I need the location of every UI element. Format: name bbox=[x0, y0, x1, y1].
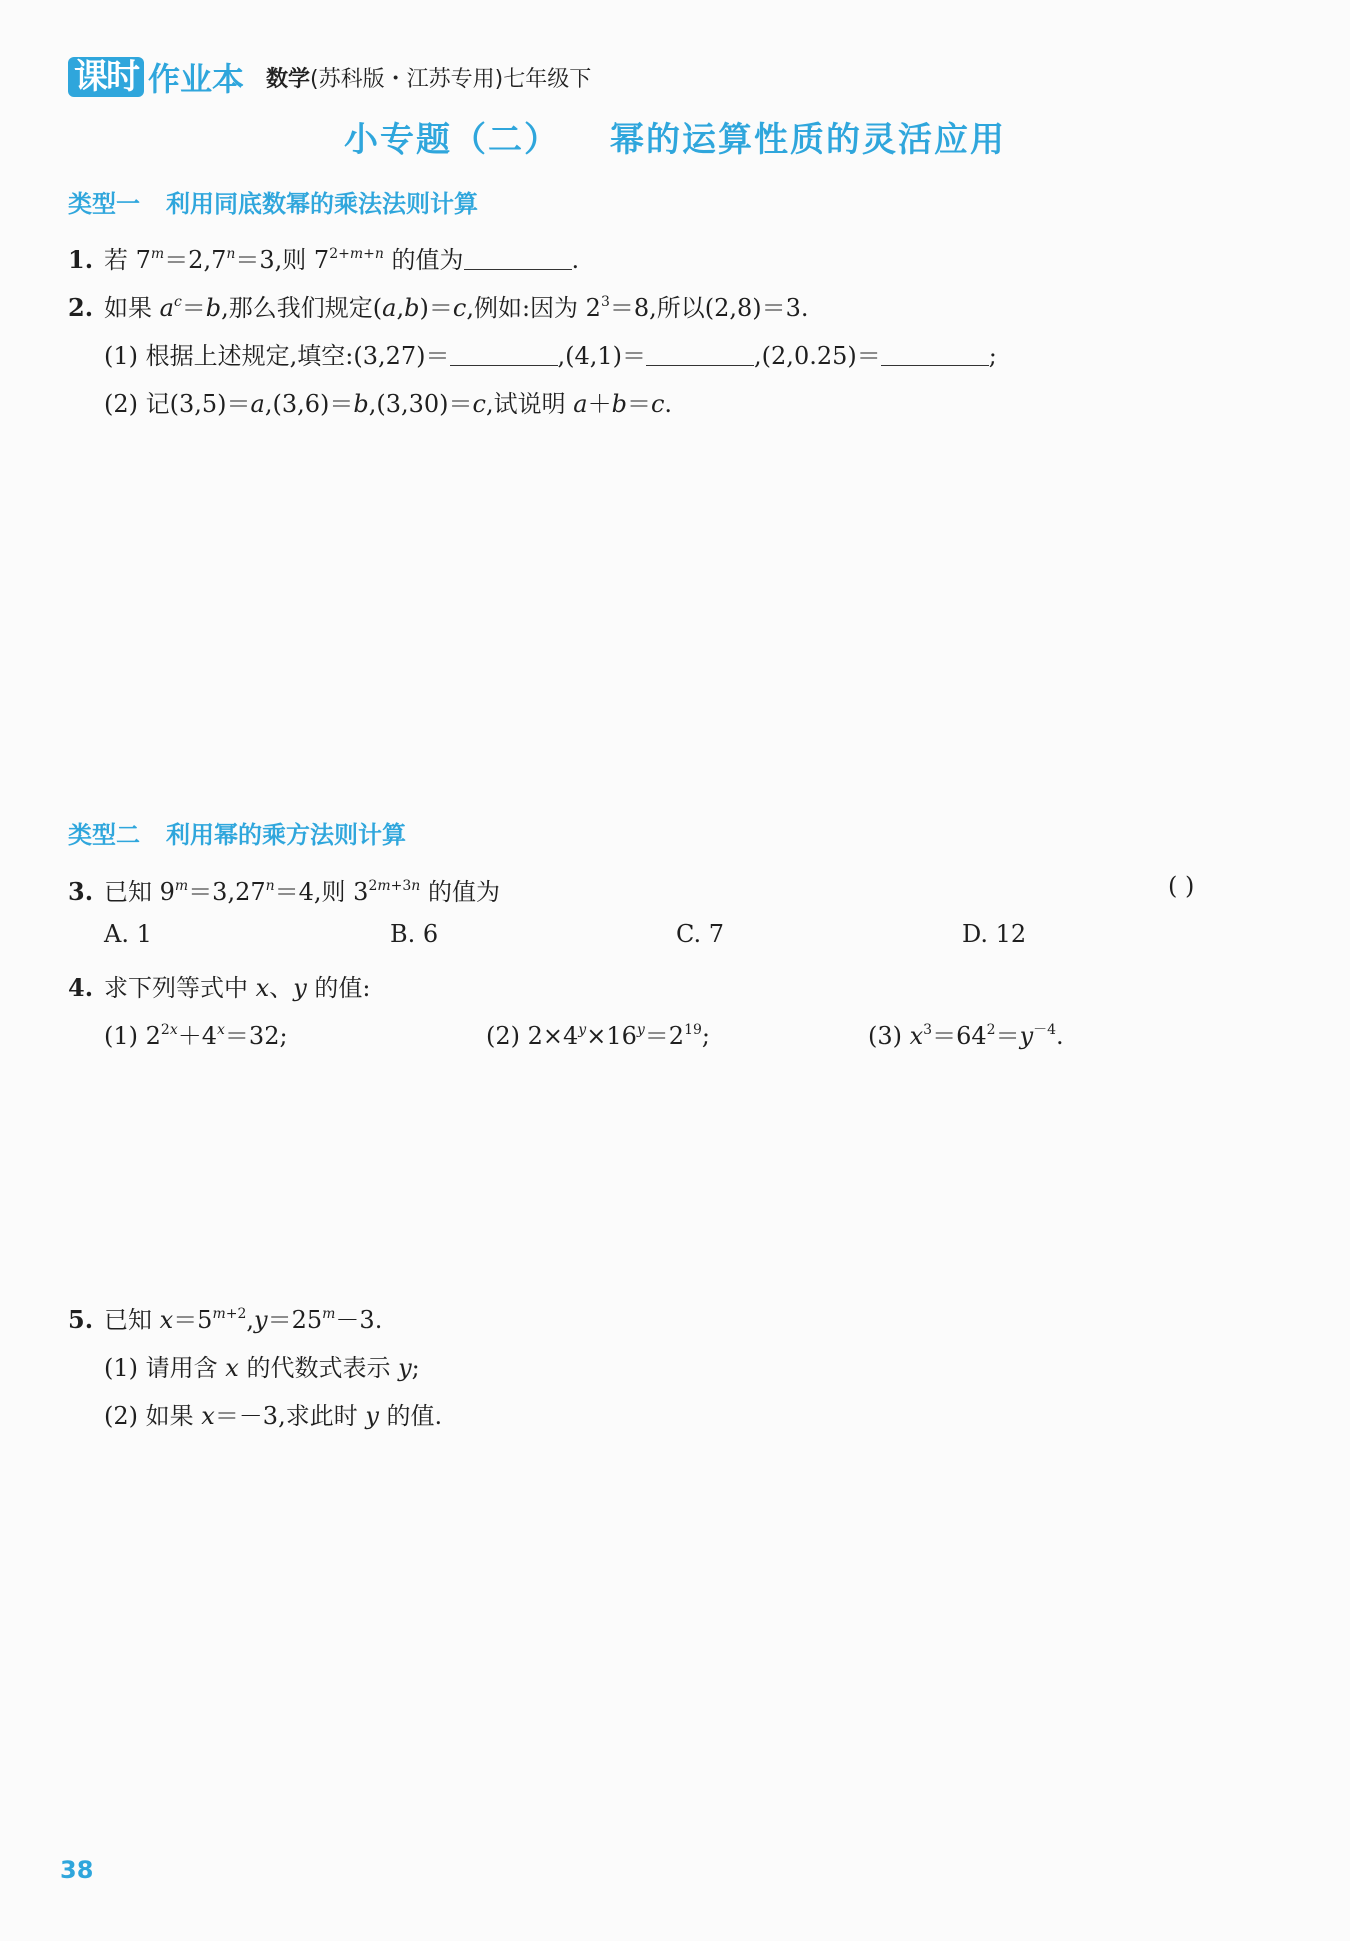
topic-part1: 小专题（二） bbox=[344, 120, 560, 160]
section-title: 利用同底数幂的乘法法则计算 bbox=[166, 190, 478, 218]
topic-part2: 幂的运算性质的灵活应用 bbox=[610, 120, 1006, 160]
edition-label: (苏科版・江苏专用)七年级下 bbox=[310, 66, 592, 92]
section-title: 利用幂的乘方法则计算 bbox=[166, 821, 406, 849]
answer-blank[interactable] bbox=[646, 343, 754, 366]
subject-label: 数学 bbox=[266, 66, 311, 92]
question-4: 4. 求下列等式中 x、y 的值: bbox=[68, 973, 371, 1002]
question-5-part-2: (2) 如果 x＝－3,求此时 y 的值. bbox=[104, 1402, 443, 1430]
option-b[interactable]: B. 6 bbox=[390, 920, 439, 948]
answer-blank[interactable] bbox=[450, 343, 558, 366]
question-number: 1. bbox=[68, 245, 94, 274]
section-type-two bbox=[68, 815, 406, 850]
question-4-part-3: (3) $x^3=64^2=y^{-4}$. bbox=[868, 1022, 1064, 1050]
question-number: 5. bbox=[68, 1305, 94, 1334]
section-type-one bbox=[68, 184, 478, 219]
page-header bbox=[68, 52, 591, 102]
book-title bbox=[266, 62, 591, 93]
question-2-part-1: (1) 根据上述规定,填空:(3,27)＝ ,(4,1)＝ ,(2,0.25)＝ ; bbox=[104, 342, 997, 370]
answer-blank[interactable] bbox=[881, 343, 989, 366]
page-number: 38 bbox=[60, 1856, 94, 1884]
question-2-part-2: (2) 记(3,5)＝a,(3,6)＝b,(3,30)＝c,试说明 a＋b＝c. bbox=[104, 390, 673, 418]
question-4-part-2: (2) $2\times 4^y\times 16^y=2^{19}$; bbox=[486, 1022, 710, 1050]
answer-blank[interactable] bbox=[464, 247, 572, 270]
answer-paren[interactable]: ( ) bbox=[1168, 872, 1195, 900]
question-5-part-1: (1) 请用含 x 的代数式表示 y; bbox=[104, 1354, 420, 1382]
question-5: 5. 已知 $x=5^{m+2},y=25^m-3$. bbox=[68, 1305, 383, 1334]
option-a[interactable]: A. 1 bbox=[104, 920, 152, 948]
logo-badge: 课时 bbox=[68, 57, 144, 97]
section-label: 类型一 bbox=[68, 190, 140, 218]
question-3: 3. 已知 $9^m=3,27^n=4$,则 $3^{2m+3n}$ 的值为 bbox=[68, 877, 500, 906]
section-label: 类型二 bbox=[68, 821, 140, 849]
question-number: 2. bbox=[68, 293, 94, 322]
question-4-part-1: (1) $2^{2x}+4^x=32$; bbox=[104, 1022, 288, 1050]
question-number: 3. bbox=[68, 877, 94, 906]
topic-title bbox=[0, 112, 1350, 161]
question-number: 4. bbox=[68, 973, 94, 1002]
logo-text: 作业本 bbox=[148, 60, 245, 98]
question-2: 2. 如果 $a^c=b$,那么我们规定(a,b)＝c,例如:因为 $2^3=8$,所以(2,8)＝3. bbox=[68, 293, 809, 322]
question-1: 1. 若 $7^m=2,7^n=3$,则 $7^{2+m+n}$ 的值为 . bbox=[68, 245, 580, 274]
option-d[interactable]: D. 12 bbox=[962, 920, 1027, 948]
option-c[interactable]: C. 7 bbox=[676, 920, 725, 948]
